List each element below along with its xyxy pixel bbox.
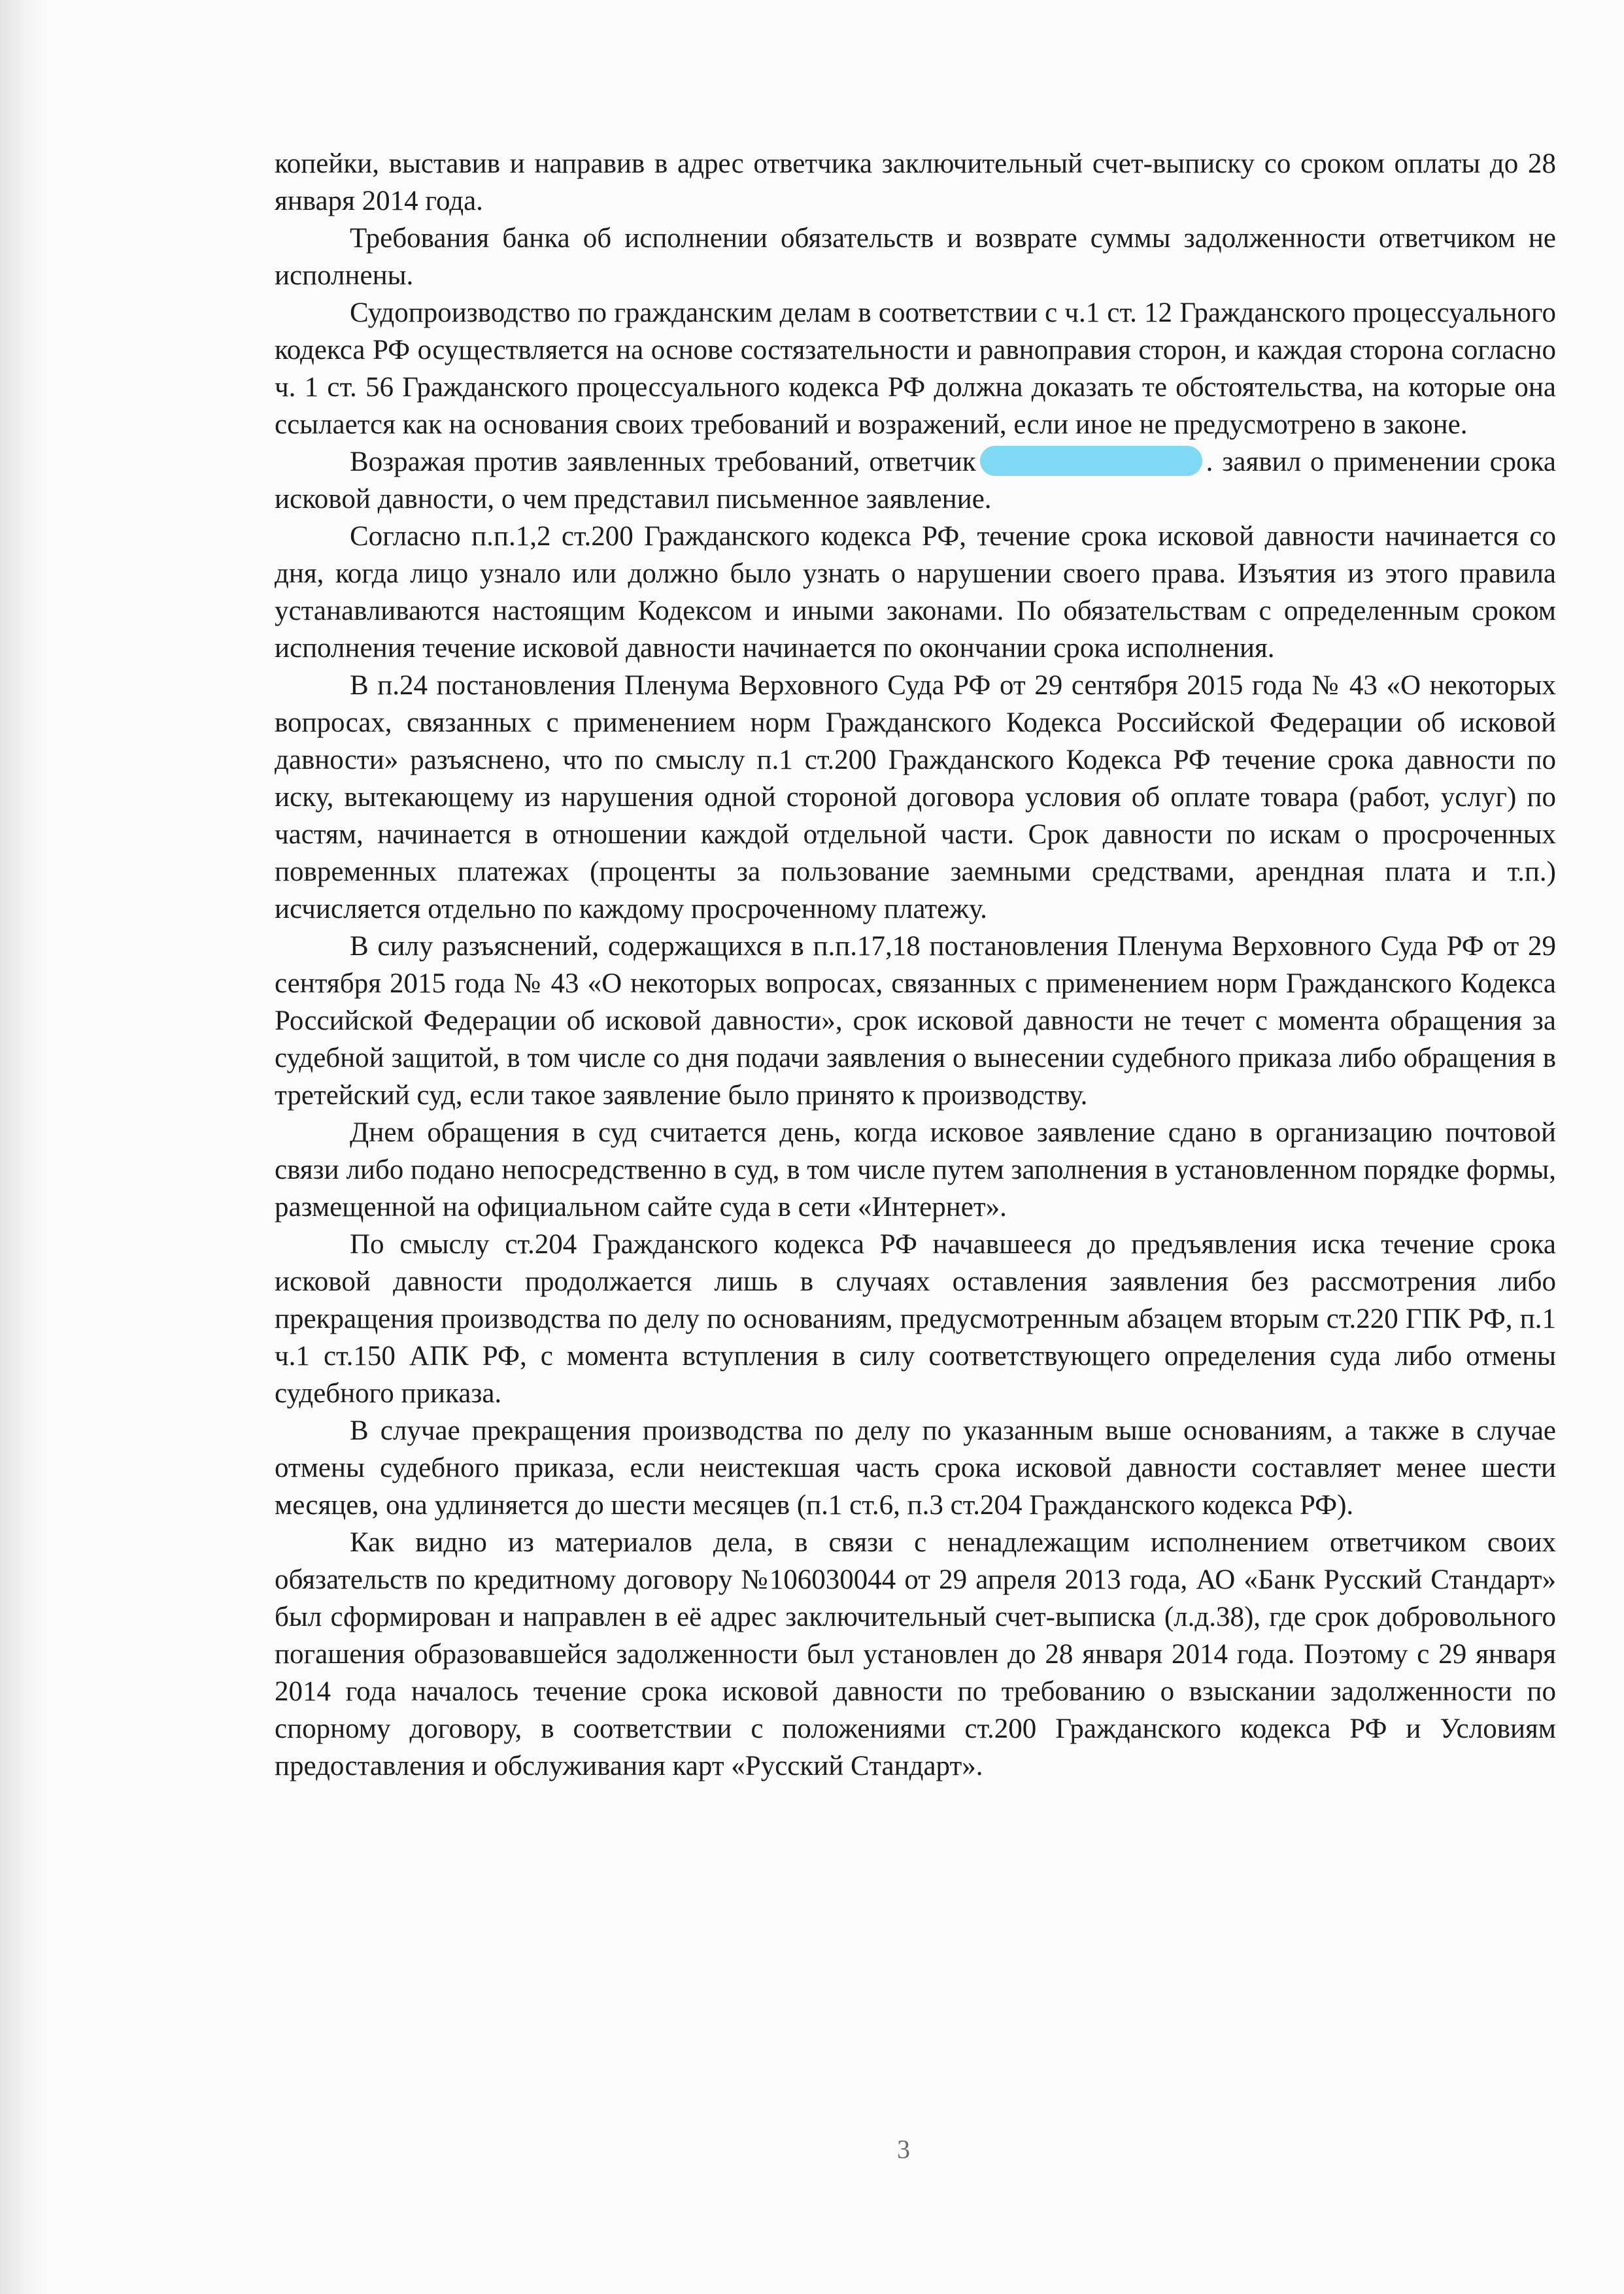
paragraph-plenum-17-18: В силу разъяснений, содержащихся в п.п.17,18 постановления Пленума Верховного Суда РФ от 29 сентября 2015 года № 43 «О некоторых вопросах, связанных с применением норм Гражданского Кодекса Российской Федерации об исковой давности», срок исковой давности не течет с момента обращения за судебной защитой, в том числе со дня подачи заявления о вынесении судебного приказа либо обращения в третейский суд, если такое заявление было принято к производству. (275, 931, 1556, 1111)
document-body (275, 145, 1556, 1785)
page-fold-shadow (0, 0, 46, 2294)
paragraph-plenum-24: В п.24 постановления Пленума Верховного Суда РФ от 29 сентября 2015 года № 43 «О некоторых вопросах, связанных с применением норм Гражданского Кодекса Российской Федерации об исковой давности» разъяснено, что по смыслу п.1 ст.200 Гражданского Кодекса РФ течение срока давности по иску, вытекающему из нарушения одной стороной договора условия об оплате товара (работ, услуг) по частям, начинается в отношении каждой отдельной части. Срок давности по искам о просроченных повременных платежах (проценты за пользование заемными средствами, арендная плата и т.п.) исчисляется отдельно по каждому просроченному платежу. (275, 670, 1556, 924)
paragraph-filing-day: Днем обращения в суд считается день, когда исковое заявление сдано в организацию почтовой связи либо подано непосредственно в суд, в том числе путем заполнения в установленном порядке формы, размещенной на официальном сайте суда в сети «Интернет». (275, 1117, 1556, 1223)
paragraph-article-200: Согласно п.п.1,2 ст.200 Гражданского кодекса РФ, течение срока исковой давности начинается со дня, когда лицо узнало или должно было узнать о нарушении своего права. Изъятия из этого правила устанавливаются настоящим Кодексом и иными законами. По обязательствам с определенным сроком исполнения течение исковой давности начинается по окончании срока исполнения. (275, 521, 1556, 664)
paragraph-continuation: копейки, выставив и направив в адрес ответчика заключительный счет-выписку со сроком оплаты до 28 января 2014 года. (275, 148, 1556, 216)
page-number: 3 (897, 2134, 910, 2164)
paragraph-case-materials: Как видно из материалов дела, в связи с ненадлежащим исполнением ответчиком своих обязательств по кредитному договору №106030044 от 29 апреля 2013 года, АО «Банк Русский Стандарт» был сформирован и направлен в её адрес заключительный счет-выписка (л.д.38), где срок добровольного погашения образовавшейся задолженности был установлен до 28 января 2014 года. Поэтому с 29 января 2014 года началось течение срока исковой давности по требованию о взыскании задолженности по спорному договору, в соответствии с положениями ст.200 Гражданского кодекса РФ и Условиям предоставления и обслуживания карт «Русский Стандарт». (275, 1527, 1556, 1781)
paragraph-objection (275, 443, 1556, 518)
objection-text-after: . заявил о применении срока исковой давности, о чем представил письменное заявление. (275, 447, 1556, 514)
paragraph-article-204: По смыслу ст.204 Гражданского кодекса РФ начавшееся до предъявления иска течение срока исковой давности продолжается лишь в случаях оставления заявления без рассмотрения либо прекращения производства по делу по основаниям, предусмотренным абзацем вторым ст.220 ГПК РФ, п.1 ч.1 ст.150 АПК РФ, с момента вступления в силу соответствующего определения суда либо отмены судебного приказа. (275, 1229, 1556, 1409)
paragraph-procedure: Судопроизводство по гражданским делам в соответствии с ч.1 ст. 12 Гражданского процессуального кодекса РФ осуществляется на основе состязательности и равноправия сторон, и каждая сторона согласно ч. 1 ст. 56 Гражданского процессуального кодекса РФ должна доказать те обстоятельства, на которые она ссылается как на основания своих требований и возражений, если иное не предусмотрено в законе. (275, 297, 1556, 440)
objection-text-before: Возражая против заявленных требований, ответчик (350, 447, 976, 477)
paragraph-bank-requirements: Требования банка об исполнении обязательств и возврате суммы задолженности ответчиком не исполнены. (275, 223, 1556, 291)
redacted-name (980, 446, 1202, 476)
paragraph-termination: В случае прекращения производства по делу по указанным выше основаниям, а также в случае отмены судебного приказа, если неистекшая часть срока исковой давности составляет менее шести месяцев, она удлиняется до шести месяцев (п.1 ст.6, п.3 ст.204 Гражданского кодекса РФ). (275, 1415, 1556, 1521)
